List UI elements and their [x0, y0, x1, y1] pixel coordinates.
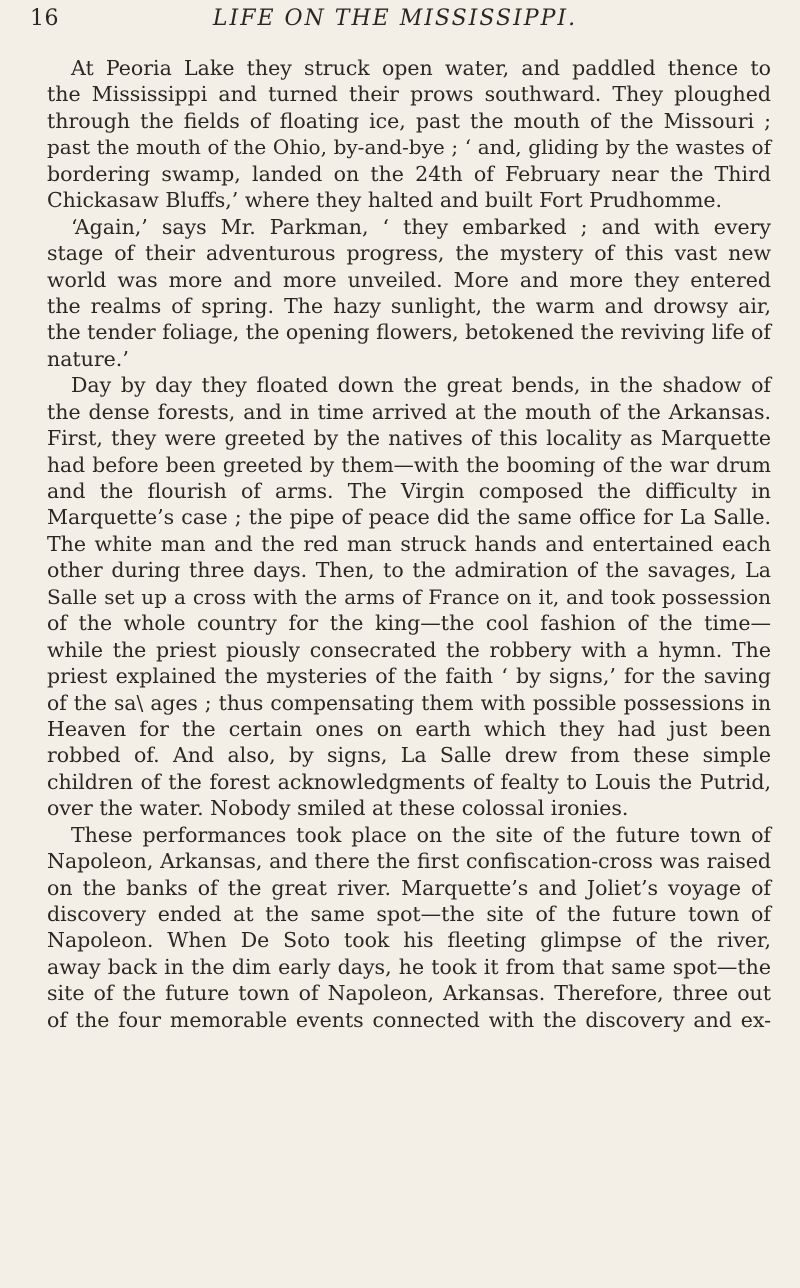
text-line: children of the forest acknowledgments of fealty to Louis the Putrid,: [47, 769, 771, 794]
text-line: away back in the dim early days, he took it from that same spot—the: [47, 954, 771, 979]
page-header: [30, 6, 760, 40]
text-line: other during three days. Then, to the admiration of the savages, La: [47, 558, 771, 583]
body-text: [47, 55, 771, 1033]
text-line: Napoleon. When De Soto took his fleeting glimpse of the river,: [47, 928, 771, 953]
text-line: nature.’: [47, 346, 129, 371]
text-line: of the whole country for the king—the cool fashion of the time—: [47, 611, 771, 636]
text-line: These performances took place on the site of the future town of: [71, 822, 771, 847]
text-line: At Peoria Lake they struck open water, and paddled thence to: [71, 56, 771, 80]
text-line: Heaven for the certain ones on earth which they had just been: [47, 716, 771, 741]
text-line: the Mississippi and turned their prows southward. They ploughed: [47, 82, 771, 107]
text-line: The white man and the red man struck hands and entertained each: [47, 531, 771, 556]
text-line: stage of their adventurous progress, the mystery of this vast new: [47, 241, 771, 266]
text-line: of the four memorable events connected with the discovery and ex-: [47, 1007, 771, 1032]
text-line: bordering swamp, landed on the 24th of February near the Third: [47, 161, 771, 186]
text-line: while the priest piously consecrated the robbery with a hymn. The: [47, 637, 771, 662]
text-line: on the banks of the great river. Marquette’s and Joliet’s voyage of: [47, 875, 771, 900]
text-line: the tender foliage, the opening flowers, betokened the reviving life of: [47, 320, 771, 345]
running-title: LIFE ON THE MISSISSIPPI.: [212, 6, 578, 31]
text-line: had before been greeted by them—with the booming of the war drum: [47, 452, 771, 477]
page-number: 16: [30, 6, 59, 31]
text-line: site of the future town of Napoleon, Arkansas. Therefore, three out: [47, 981, 771, 1006]
text-line: Marquette’s case ; the pipe of peace did the same office for La Salle.: [47, 505, 771, 530]
text-line: past the mouth of the Ohio, by-and-bye ; ‘ and, gliding by the wastes of: [47, 135, 771, 160]
text-line: ‘Again,’ says Mr. Parkman, ‘ they embarked ; and with every: [71, 214, 771, 239]
text-line: robbed of. And also, by signs, La Salle drew from these simple: [47, 743, 771, 768]
text-line: of the sa\ ages ; thus compensating them with possible possessions in: [47, 690, 771, 715]
text-line: world was more and more unveiled. More and more they entered: [47, 267, 771, 292]
text-line: First, they were greeted by the natives of this locality as Marquette: [47, 426, 771, 451]
text-line: Day by day they floated down the great bends, in the shadow of: [71, 373, 771, 398]
text-line: Chickasaw Bluffs,’ where they halted and built Fort Prudhomme.: [47, 188, 723, 213]
text-line: Salle set up a cross with the arms of France on it, and took possession: [47, 584, 771, 609]
text-line: and the flourish of arms. The Virgin composed the difficulty in: [47, 479, 771, 503]
text-line: over the water. Nobody smiled at these colossal ironies.: [47, 796, 629, 821]
text-line: Napoleon, Arkansas, and there the first confiscation-cross was raised: [47, 849, 771, 874]
text-line: through the fields of floating ice, past the mouth of the Missouri ;: [47, 108, 771, 133]
text-line: discovery ended at the same spot—the site of the future town of: [47, 902, 771, 926]
text-line: the realms of spring. The hazy sunlight, the warm and drowsy air,: [47, 293, 771, 318]
text-line: priest explained the mysteries of the faith ‘ by signs,’ for the saving: [47, 664, 771, 689]
text-line: the dense forests, and in time arrived at the mouth of the Arkansas.: [47, 399, 771, 424]
